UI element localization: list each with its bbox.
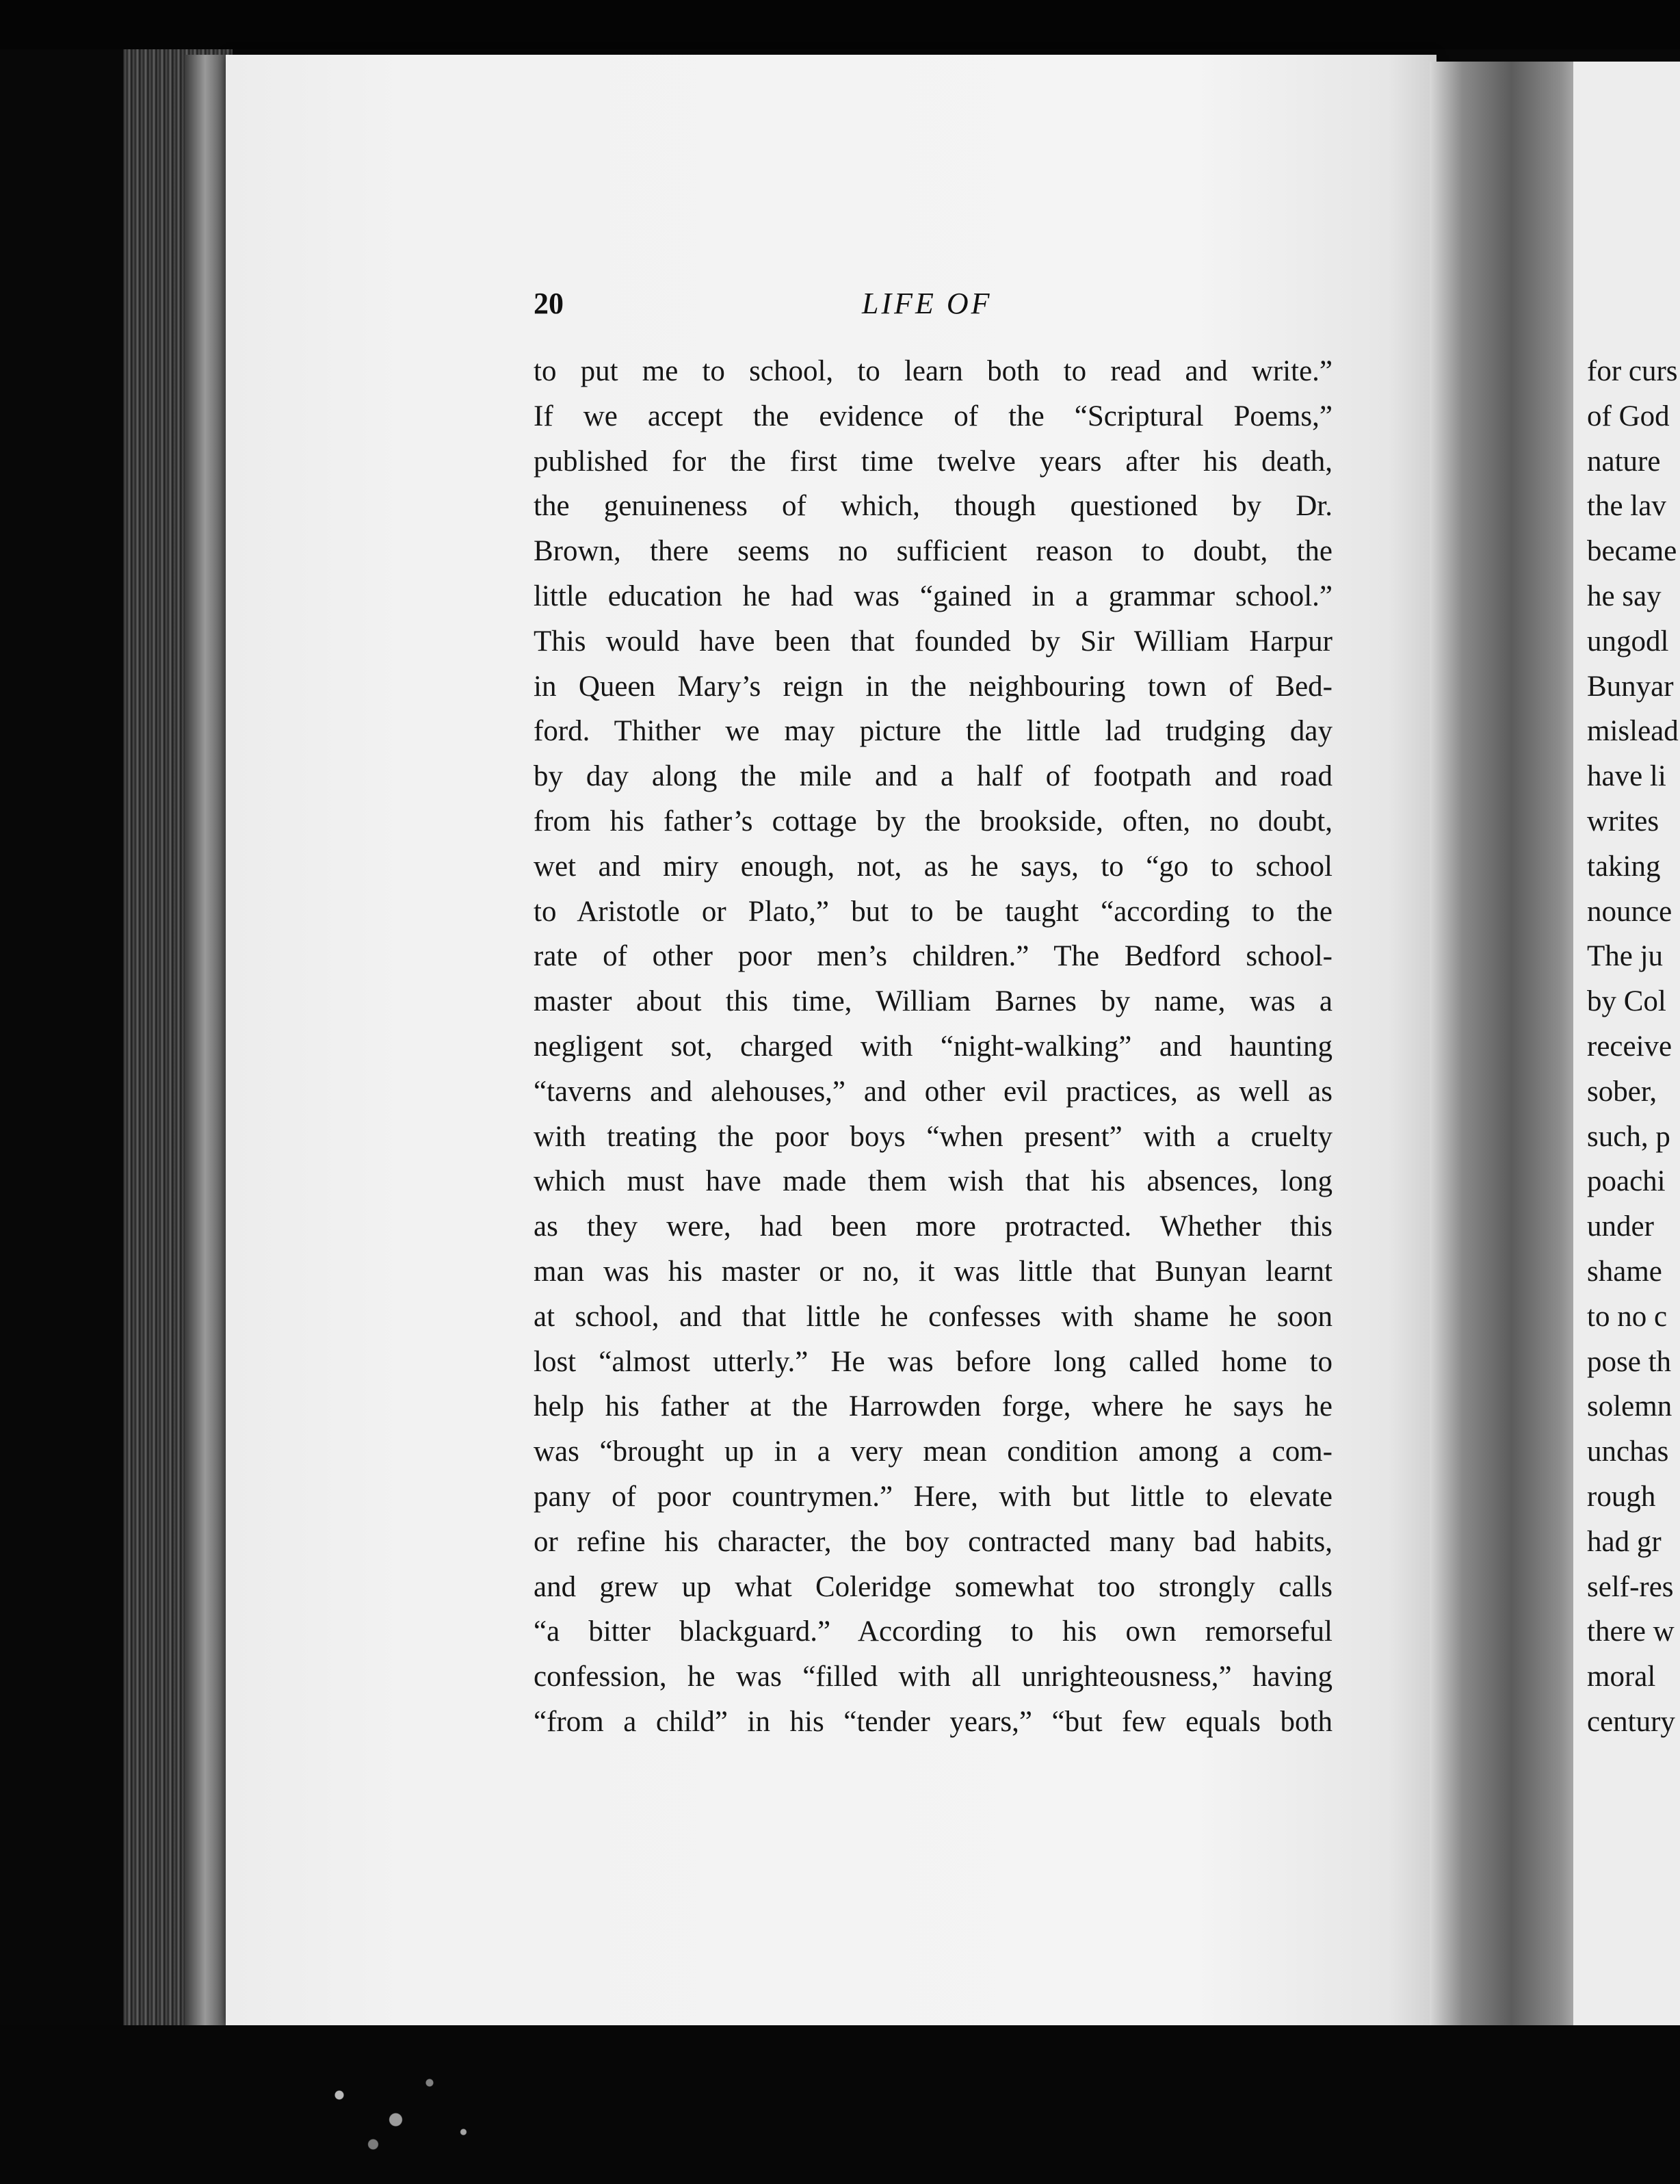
text-line: man was his master or no, it was little that Bunyan learnt bbox=[534, 1255, 1333, 1288]
left-page-body bbox=[534, 349, 1333, 1745]
text-line: nounce bbox=[1587, 895, 1672, 928]
text-line: little education he had was “gained in a grammar school.” bbox=[534, 580, 1333, 612]
scan-border-top bbox=[0, 0, 1680, 49]
text-line: have li bbox=[1587, 760, 1666, 793]
book-gutter bbox=[1430, 62, 1594, 2046]
text-line: had gr bbox=[1587, 1525, 1662, 1558]
text-line: the genuineness of which, though questioned by Dr. bbox=[534, 490, 1333, 523]
text-line: ungodl bbox=[1587, 625, 1669, 658]
text-line: by day along the mile and a half of footpath and road bbox=[534, 760, 1333, 793]
text-line: writes bbox=[1587, 805, 1659, 837]
page-edge-shadow bbox=[185, 55, 226, 2080]
text-line: with treating the poor boys “when present” with a cruelty bbox=[534, 1120, 1333, 1153]
text-line: at school, and that little he confesses with shame he soon bbox=[534, 1300, 1333, 1333]
text-line: Brown, there seems no sufficient reason to doubt, the bbox=[534, 535, 1333, 568]
text-line: shame bbox=[1587, 1255, 1662, 1288]
text-line: by Col bbox=[1587, 985, 1666, 1018]
right-page-body-fragment bbox=[1587, 349, 1680, 1745]
text-line: to put me to school, to learn both to read and write.” bbox=[534, 355, 1333, 387]
text-line: of God bbox=[1587, 400, 1670, 432]
text-line: help his father at the Harrowden forge, where he says he bbox=[534, 1390, 1333, 1423]
text-line: to Aristotle or Plato,” but to be taught “according to the bbox=[534, 895, 1333, 928]
text-line: he say bbox=[1587, 580, 1662, 612]
text-line: This would have been that founded by Sir William Harpur bbox=[534, 625, 1333, 658]
text-line: there w bbox=[1587, 1615, 1675, 1648]
text-line: which must have made them wish that his absences, long bbox=[534, 1165, 1333, 1198]
text-line: If we accept the evidence of the “Scriptural Poems,” bbox=[534, 400, 1333, 432]
text-line: solemn bbox=[1587, 1390, 1672, 1423]
text-line: lost “almost utterly.” He was before long called home to bbox=[534, 1345, 1333, 1378]
text-line: self-res bbox=[1587, 1570, 1674, 1603]
text-line: was “brought up in a very mean condition among a com- bbox=[534, 1435, 1333, 1468]
text-line: to no c bbox=[1587, 1300, 1668, 1333]
text-line: receive bbox=[1587, 1030, 1672, 1063]
scan-dust-speckle bbox=[294, 2046, 520, 2169]
text-line: pany of poor countrymen.” Here, with but little to elevate bbox=[534, 1480, 1333, 1513]
text-line: confession, he was “filled with all unrighteousness,” having bbox=[534, 1661, 1333, 1693]
page-number: 20 bbox=[534, 287, 564, 320]
text-line: “taverns and alehouses,” and other evil practices, as well as bbox=[534, 1075, 1333, 1108]
text-line: Bunyar bbox=[1587, 670, 1674, 703]
text-line: and grew up what Coleridge somewhat too strongly calls bbox=[534, 1570, 1333, 1603]
text-line: The ju bbox=[1587, 940, 1664, 973]
text-line: from his father’s cottage by the brookside, often, no doubt, bbox=[534, 805, 1333, 837]
text-line: rough bbox=[1587, 1480, 1656, 1513]
text-line: published for the first time twelve years after his death, bbox=[534, 445, 1333, 478]
text-line: taking bbox=[1587, 850, 1661, 883]
text-line: unchas bbox=[1587, 1435, 1669, 1468]
text-line: for curs bbox=[1587, 355, 1678, 387]
text-line: pose th bbox=[1587, 1345, 1672, 1378]
text-line: ford. Thither we may picture the little lad trudging day bbox=[534, 715, 1333, 748]
text-line: under bbox=[1587, 1210, 1654, 1243]
text-line: sober, bbox=[1587, 1075, 1657, 1108]
text-line: master about this time, William Barnes by name, was a bbox=[534, 985, 1333, 1018]
text-line: “a bitter blackguard.” According to his own remorseful bbox=[534, 1615, 1333, 1648]
text-line: wet and miry enough, not, as he says, to “go to school bbox=[534, 850, 1333, 883]
text-line: poachi bbox=[1587, 1165, 1666, 1198]
text-line: negligent sot, charged with “night-walking” and haunting bbox=[534, 1030, 1333, 1063]
scan-border-bottom bbox=[0, 2025, 1680, 2184]
text-line: nature bbox=[1587, 445, 1661, 478]
text-line: rate of other poor men’s children.” The Bedford school- bbox=[534, 940, 1333, 973]
page-header bbox=[534, 286, 1327, 327]
text-line: or refine his character, the boy contracted many bad habits, bbox=[534, 1525, 1333, 1558]
text-line: moral bbox=[1587, 1661, 1656, 1693]
text-line: as they were, had been more protracted. Whether this bbox=[534, 1210, 1333, 1243]
text-line: the lav bbox=[1587, 490, 1666, 523]
text-line: such, p bbox=[1587, 1120, 1670, 1153]
text-line: became bbox=[1587, 535, 1677, 568]
running-head: LIFE OF bbox=[862, 287, 993, 320]
text-line: in Queen Mary’s reign in the neighbouring town of Bed- bbox=[534, 670, 1333, 703]
text-line: century bbox=[1587, 1705, 1675, 1738]
text-line: “from a child” in his “tender years,” “but few equals both bbox=[534, 1705, 1333, 1738]
text-line: mislead bbox=[1587, 715, 1679, 748]
